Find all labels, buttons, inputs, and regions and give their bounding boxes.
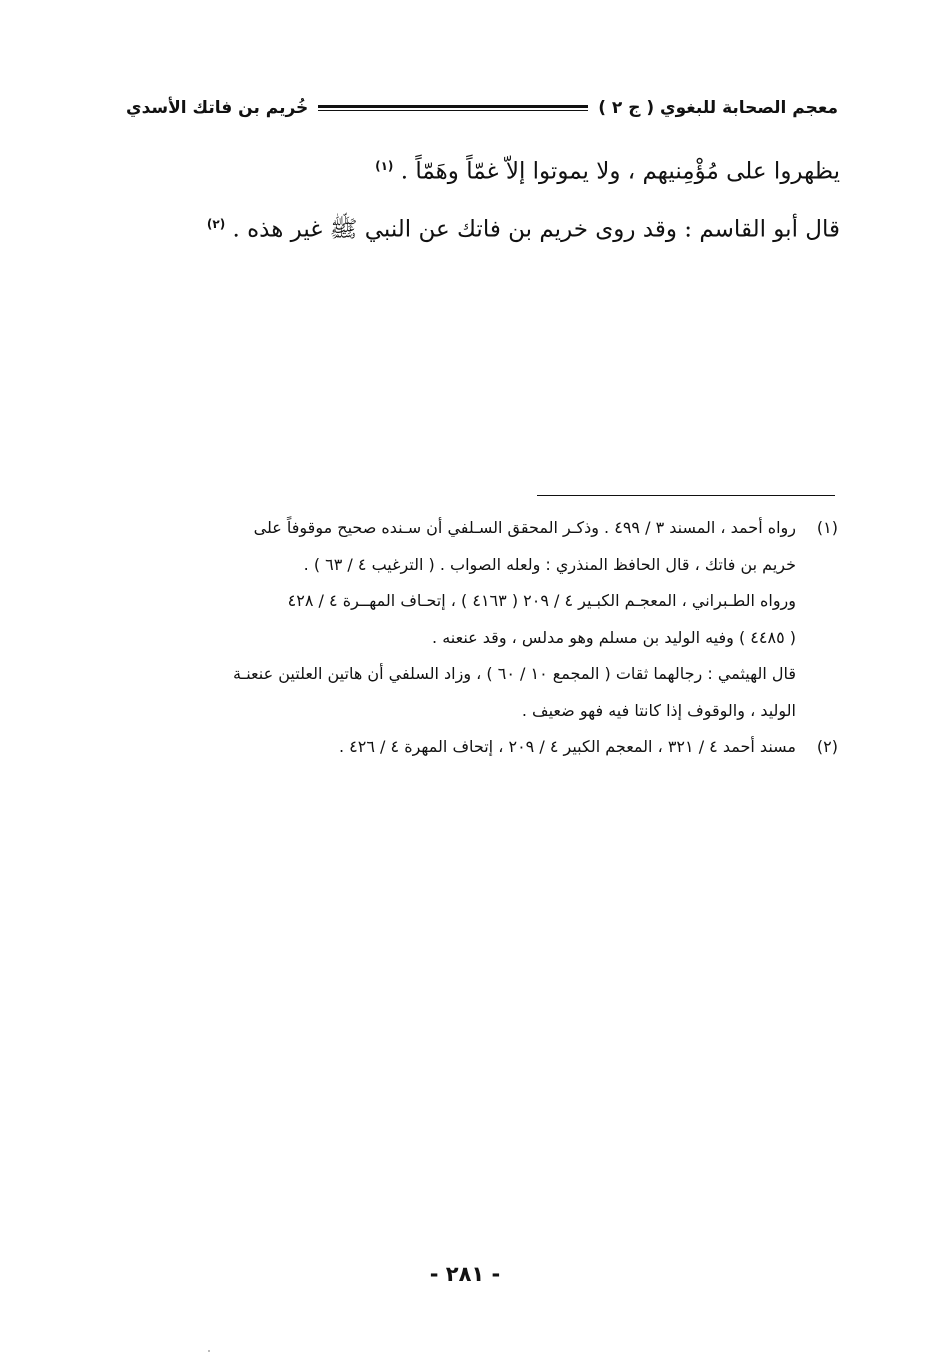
footnote-line: رواه أحمد ، المسند ٣ / ٤٩٩ . وذكـر المحقق السـلفي أن سـنده صحيح موقوفاً على [253, 518, 796, 537]
footnote-reference: (١) [375, 159, 394, 173]
footnote-line: ورواه الطـبراني ، المعجـم الكبـير ٤ / ٢٠٩ ( ٤١٦٣ ) ، إتحـاف المهــرة ٤ / ٤٢٨ [287, 591, 796, 610]
footnotes [126, 510, 838, 766]
footnote-line: قال الهيثمي : رجالهما ثقات ( المجمع ١٠ / ٦٠ ) ، وزاد السلفي أن هاتين العلتين عنعنـة [232, 664, 796, 683]
footnote-separator [537, 495, 835, 496]
footnote-line: مسند أحمد ٤ / ٣٢١ ، المعجم الكبير ٤ / ٢٠٩ ، إتحاف المهرة ٤ / ٤٢٦ . [339, 737, 796, 756]
footnote [126, 510, 838, 729]
footnote-line: ( ٤٤٨٥ ) وفيه الوليد بن مسلم وهو مدلس ، وقد عنعنه . [432, 627, 796, 647]
text-line-content: يظهروا على مُؤْمِنيهم ، ولا يموتوا إلاّ غمّاً وهَمّاً . [400, 158, 840, 185]
footnote-number: (٢) [816, 737, 838, 756]
footnote [126, 729, 838, 766]
text-line [150, 140, 840, 198]
entry-title: خُريم بن فاتك الأسدي [126, 98, 309, 118]
footnote-line: خريم بن فاتك ، قال الحافظ المنذري : ولعله الصواب . ( الترغيب ٤ / ٦٣ ) . [303, 554, 796, 574]
book-title: معجم الصحابة للبغوي ( ج ٢ ) [598, 98, 838, 118]
page-number: - ٢٨١ - [429, 1262, 501, 1286]
text-line-content: قال أبو القاسم : وقد روى خريم بن فاتك عن النبي ﷺ غير هذه . [232, 216, 840, 243]
footnote-number: (١) [816, 518, 838, 537]
scan-speck [208, 1350, 210, 1352]
text-line [150, 198, 840, 256]
header-rule [318, 105, 588, 111]
main-text [150, 140, 840, 255]
footnote-reference: (٢) [206, 216, 226, 231]
footnote-line: الوليد ، والوقوف إذا كانتا فيه فهو ضعيف . [521, 700, 796, 720]
running-header [126, 92, 838, 124]
